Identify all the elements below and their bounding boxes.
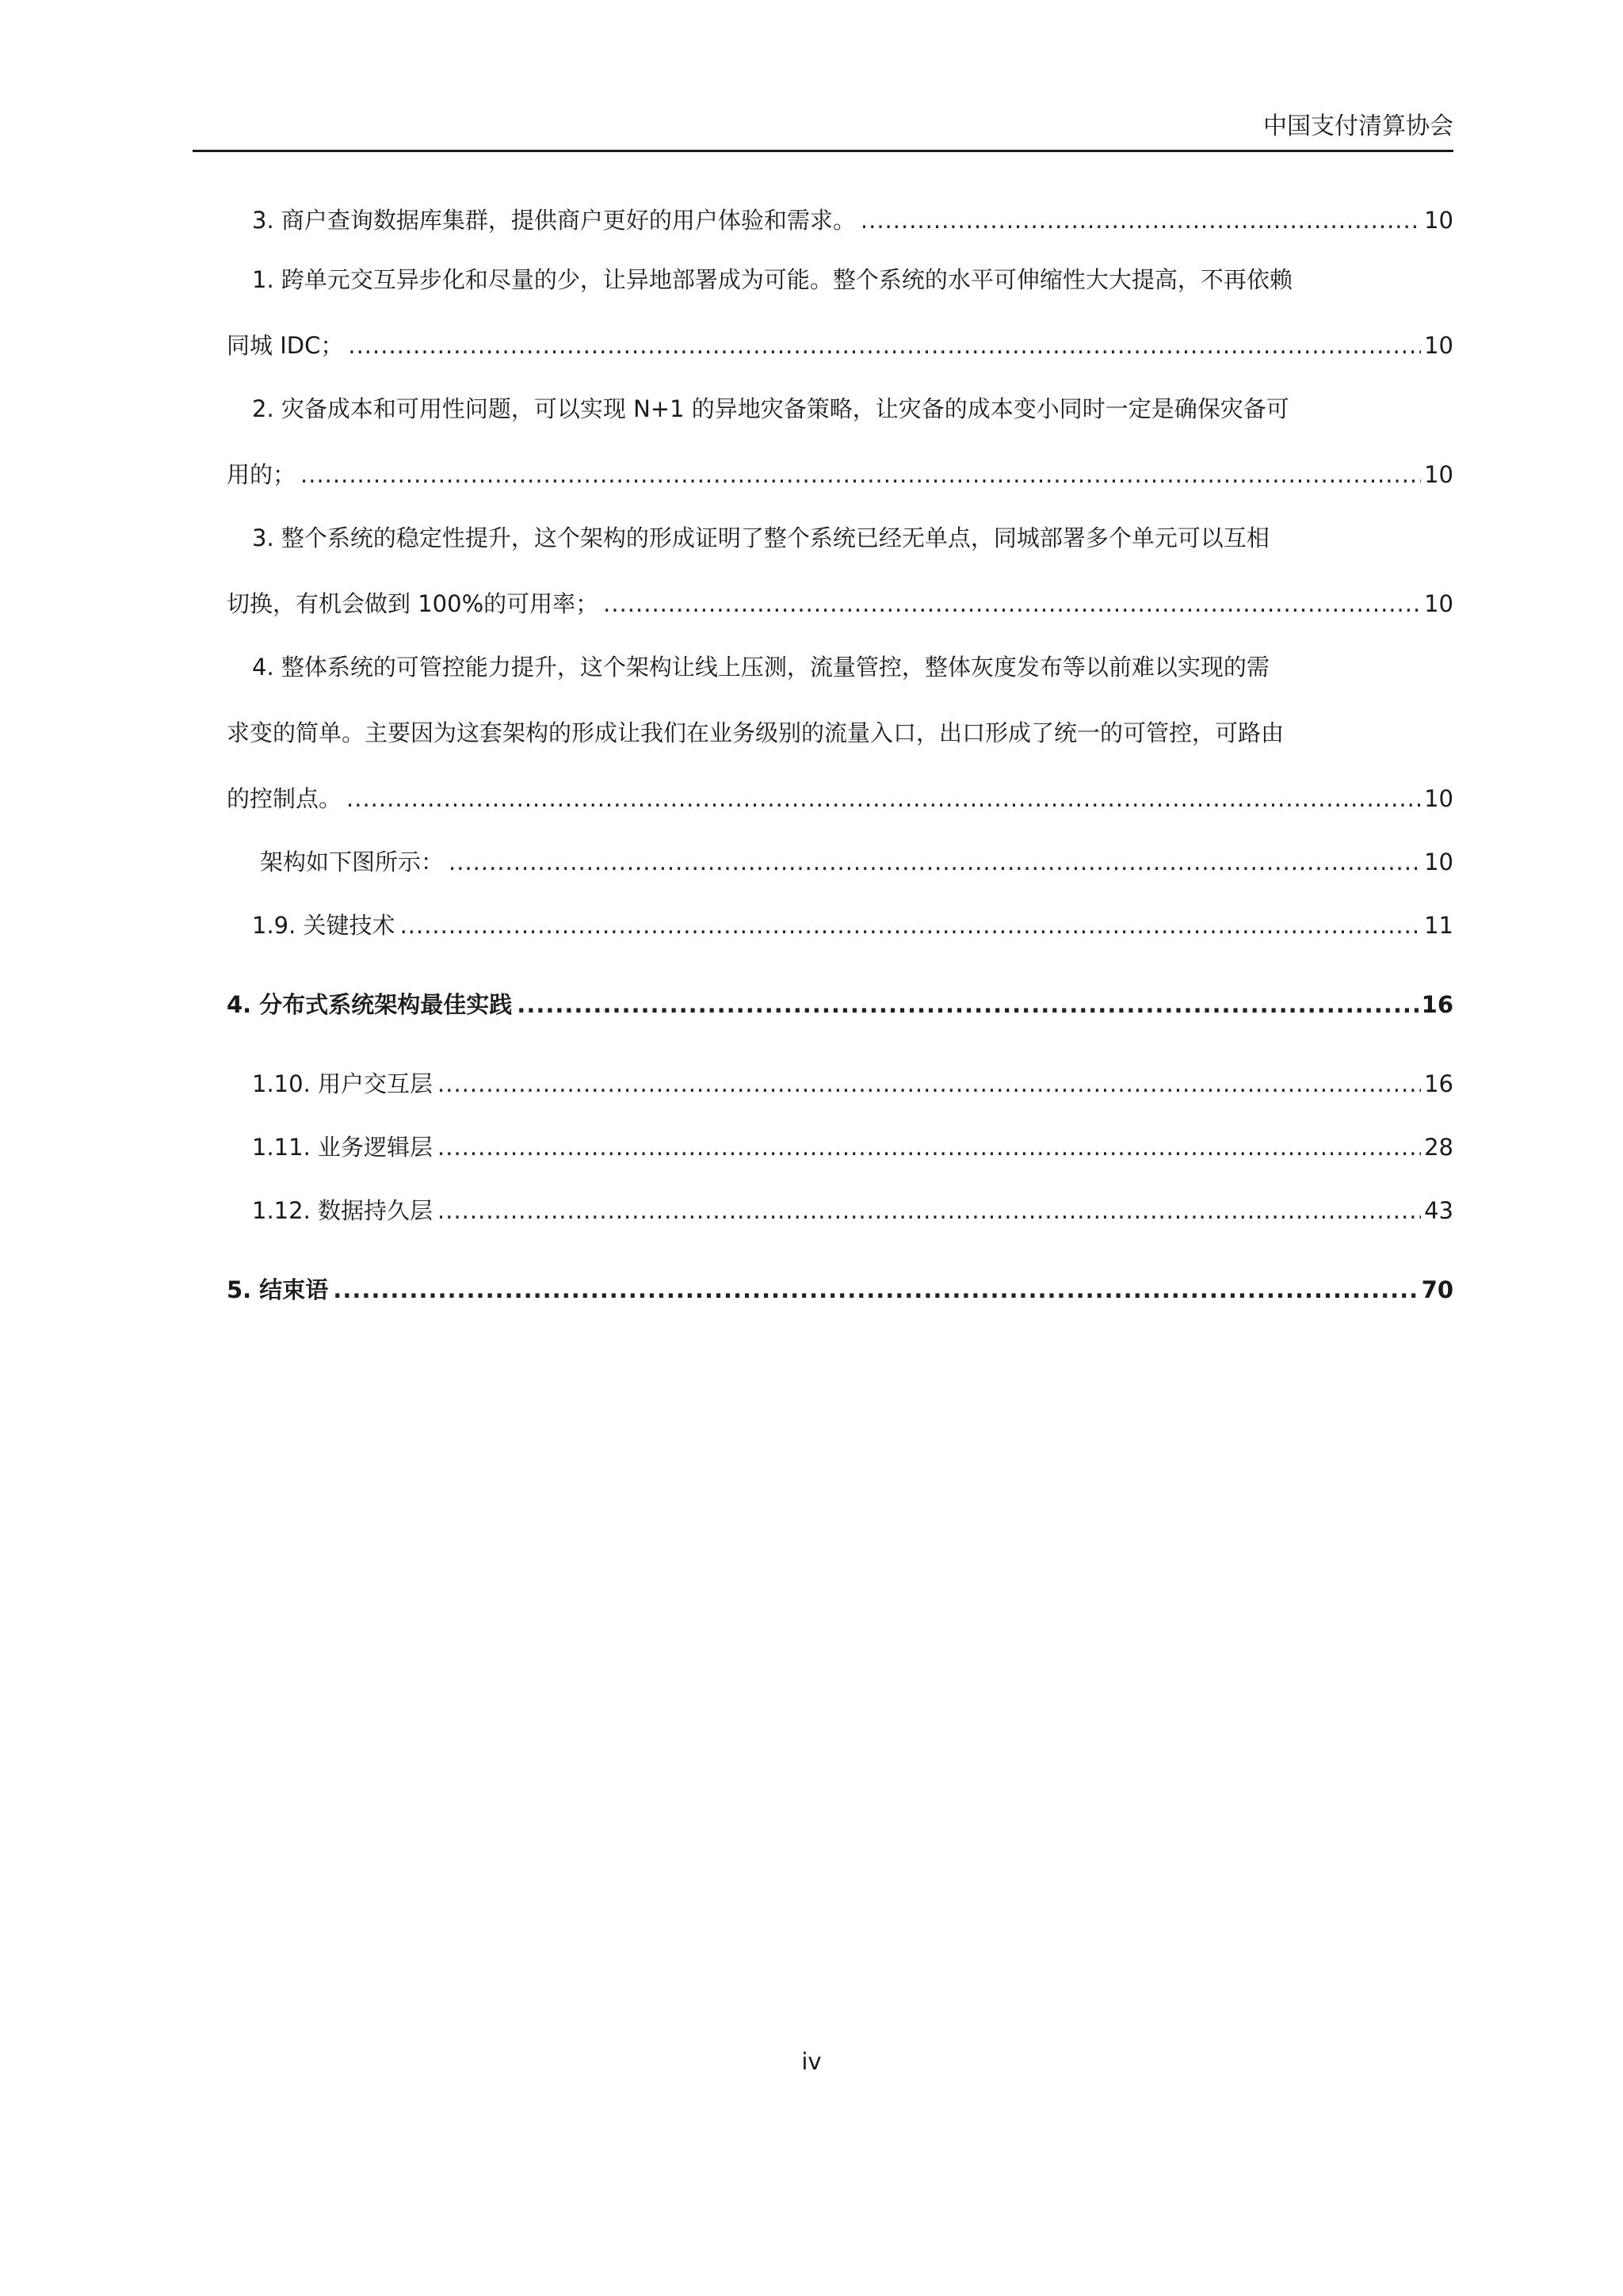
toc-entry-line: 2. 灾备成本和可用性问题，可以实现 N+1 的异地灾备策略，让灾备的成本变小同时一定是确保灾备可	[252, 395, 1289, 422]
toc-entry-page: 70	[1421, 1276, 1453, 1303]
toc-entry-page: 10	[1424, 785, 1453, 812]
dot-leader	[437, 1066, 1421, 1101]
dot-leader	[437, 1130, 1421, 1165]
toc-entry[interactable]	[252, 1193, 1453, 1228]
toc-entry-title: 1.11. 业务逻辑层	[252, 1134, 433, 1161]
dot-leader	[333, 1272, 1418, 1307]
toc-entry-title: 4. 分布式系统架构最佳实践	[227, 991, 513, 1018]
toc-entry-page: 10	[1424, 461, 1453, 488]
toc-entry-page: 16	[1421, 991, 1453, 1018]
dot-leader	[346, 781, 1421, 816]
running-header: 中国支付清算协会	[1263, 113, 1453, 140]
toc-entry-title: 同城 IDC；	[227, 332, 344, 359]
toc-entry-line: 3. 整个系统的稳定性提升，这个架构的形成证明了整个系统已经无单点，同城部署多个单元可以互相	[252, 524, 1270, 551]
toc-entry-title: 5. 结束语	[227, 1276, 329, 1303]
dot-leader	[517, 987, 1418, 1022]
toc-entry-title: 1.9. 关键技术	[252, 912, 395, 939]
toc-entry-page: 11	[1424, 912, 1453, 939]
dot-leader	[861, 203, 1421, 238]
toc-entry[interactable]	[252, 908, 1453, 943]
dot-leader	[603, 586, 1421, 621]
toc-chapter-entry[interactable]	[227, 987, 1453, 1022]
toc-entry-page: 10	[1424, 332, 1453, 359]
toc-entry-title: 切换，有机会做到 100%的可用率；	[227, 590, 599, 617]
toc-chapter-entry[interactable]	[227, 1272, 1453, 1307]
toc-entry[interactable]	[227, 328, 1453, 363]
page-number: iv	[801, 2048, 822, 2075]
dot-leader	[449, 845, 1421, 879]
dot-leader	[437, 1193, 1421, 1228]
toc-entry[interactable]	[252, 1066, 1453, 1101]
toc-entry-page: 10	[1424, 590, 1453, 617]
toc-entry[interactable]	[252, 1130, 1453, 1165]
toc-entry-line: 1. 跨单元交互异步化和尽量的少，让异地部署成为可能。整个系统的水平可伸缩性大大提高，不再依赖	[252, 266, 1293, 293]
toc-entry[interactable]	[227, 586, 1453, 621]
toc-entry-line: 求变的简单。主要因为这套架构的形成让我们在业务级别的流量入口，出口形成了统一的可管控，可路由	[227, 719, 1285, 746]
table-of-contents	[227, 0, 1453, 2296]
toc-entry-title: 3. 商户查询数据库集群，提供商户更好的用户体验和需求。	[252, 207, 856, 234]
toc-entry-page: 43	[1424, 1197, 1453, 1224]
toc-entry-title: 用的；	[227, 461, 296, 488]
dot-leader	[400, 908, 1422, 943]
toc-entry-page: 16	[1424, 1070, 1453, 1097]
toc-entry-title: 1.12. 数据持久层	[252, 1197, 433, 1224]
toc-entry[interactable]	[227, 781, 1453, 816]
toc-entry-title: 的控制点。	[227, 785, 342, 812]
toc-entry-page: 28	[1424, 1134, 1453, 1161]
toc-entry[interactable]	[227, 457, 1453, 492]
toc-entry[interactable]	[252, 203, 1453, 238]
toc-entry-title: 架构如下图所示：	[260, 849, 445, 875]
toc-entry[interactable]	[260, 845, 1453, 879]
toc-entry-title: 1.10. 用户交互层	[252, 1070, 433, 1097]
toc-entry-page: 10	[1424, 849, 1453, 875]
dot-leader	[300, 457, 1421, 492]
toc-entry-line: 4. 整体系统的可管控能力提升，这个架构让线上压测，流量管控，整体灰度发布等以前难以实现的需	[252, 654, 1270, 681]
dot-leader	[348, 328, 1421, 363]
toc-entry-page: 10	[1424, 207, 1453, 234]
